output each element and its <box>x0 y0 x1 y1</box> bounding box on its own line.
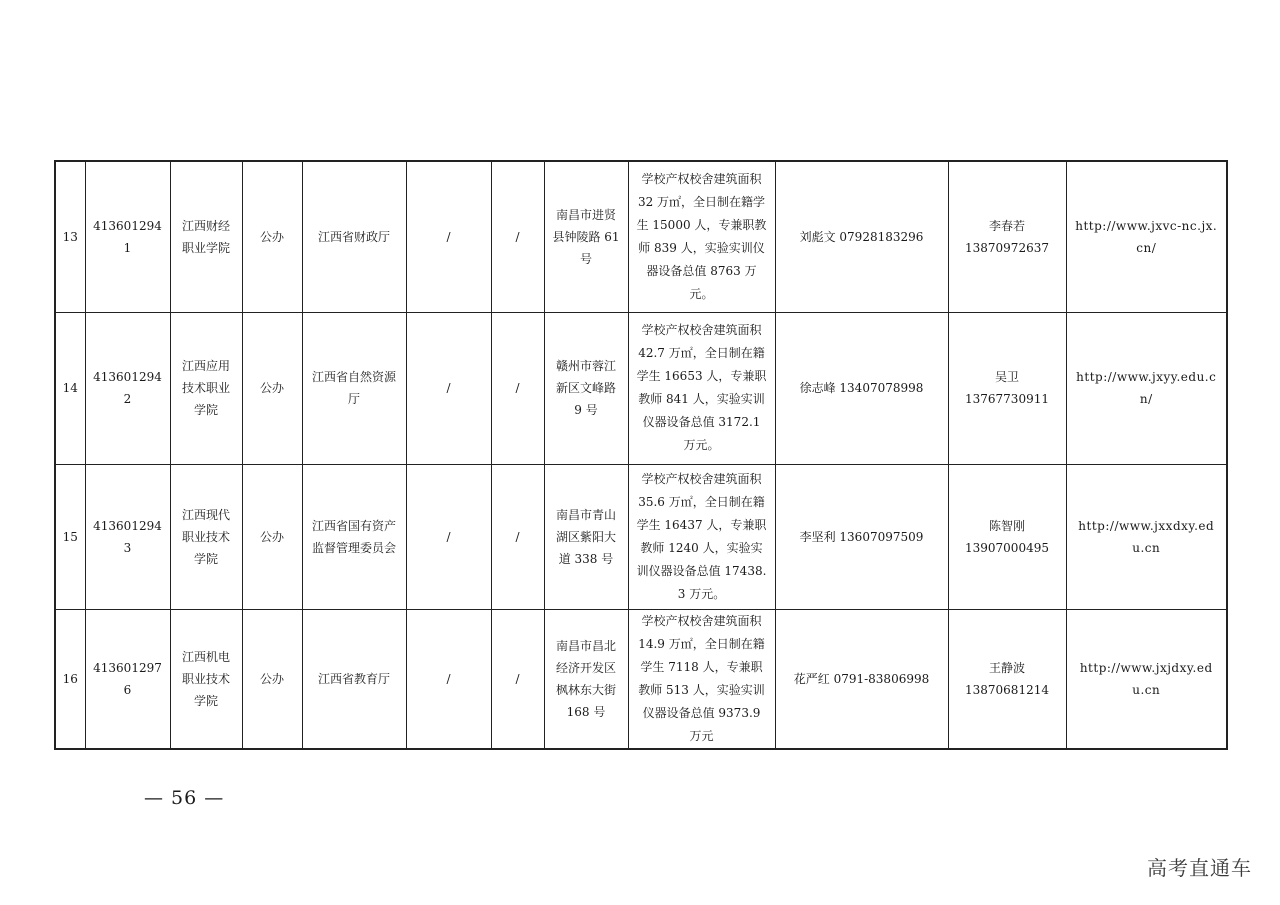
empty-cell: / <box>491 464 544 609</box>
empty-cell: / <box>406 312 491 464</box>
row-number: 13 <box>55 161 85 312</box>
empty-cell: / <box>406 464 491 609</box>
competent-authority: 江西省自然资源厅 <box>302 312 406 464</box>
contact-person: 李坚利 13607097509 <box>775 464 948 609</box>
school-code: 4136012943 <box>85 464 170 609</box>
page-number: — 56 — <box>144 787 225 809</box>
contact-phone: 13870972637 <box>965 240 1049 255</box>
row-number: 16 <box>55 609 85 749</box>
school-website: http://www.jxvc-nc.jx.cn/ <box>1066 161 1227 312</box>
school-table-container <box>54 160 1228 750</box>
school-table <box>54 160 1228 750</box>
contact-name: 吴卫 <box>994 370 1019 384</box>
school-code: 4136012941 <box>85 161 170 312</box>
empty-cell: / <box>491 161 544 312</box>
table-row <box>55 609 1227 749</box>
school-conditions: 学校产权校舍建筑面积 14.9 万㎡，全日制在籍学生 7118 人，专兼职教师 513 人，实验实训仪器设备总值 9373.9 万元 <box>628 609 775 749</box>
school-code: 4136012942 <box>85 312 170 464</box>
table-row <box>55 161 1227 312</box>
empty-cell: / <box>491 609 544 749</box>
contact-phone: 13870681214 <box>965 682 1049 697</box>
empty-cell: / <box>406 609 491 749</box>
school-address: 南昌市昌北经济开发区枫林东大街 168 号 <box>544 609 628 749</box>
school-conditions: 学校产权校舍建筑面积 35.6 万㎡，全日制在籍学生 16437 人，专兼职教师 1240 人，实验实训仪器设备总值 17438.3 万元。 <box>628 464 775 609</box>
contact-name: 王静波 <box>988 660 1025 675</box>
school-name: 江西应用技术职业学院 <box>170 312 242 464</box>
contact-person: 刘彪文 07928183296 <box>775 161 948 312</box>
competent-authority: 江西省国有资产监督管理委员会 <box>302 464 406 609</box>
school-website: http://www.jxyy.edu.cn/ <box>1066 312 1227 464</box>
contact-name: 陈智刚 <box>988 518 1025 533</box>
school-conditions: 学校产权校舍建筑面积 32 万㎡，全日制在籍学生 15000 人，专兼职教师 839 人，实验实训仪器设备总值 8763 万元。 <box>628 161 775 312</box>
row-number: 14 <box>55 312 85 464</box>
school-nature: 公办 <box>242 609 302 749</box>
table-row <box>55 312 1227 464</box>
school-nature: 公办 <box>242 312 302 464</box>
contact-person: 花严红 0791-83806998 <box>775 609 948 749</box>
competent-authority: 江西省财政厅 <box>302 161 406 312</box>
empty-cell: / <box>406 161 491 312</box>
school-code: 4136012976 <box>85 609 170 749</box>
row-number: 15 <box>55 464 85 609</box>
school-nature: 公办 <box>242 464 302 609</box>
school-website: http://www.jxjdxy.edu.cn <box>1066 609 1227 749</box>
competent-authority: 江西省教育厅 <box>302 609 406 749</box>
contact-phone: 13907000495 <box>965 540 1049 555</box>
school-website: http://www.jxxdxy.edu.cn <box>1066 464 1227 609</box>
contact-phone: 13767730911 <box>965 392 1049 406</box>
school-name: 江西现代职业技术学院 <box>170 464 242 609</box>
school-name: 江西机电职业技术学院 <box>170 609 242 749</box>
school-conditions: 学校产权校舍建筑面积 42.7 万㎡，全日制在籍学生 16653 人，专兼职教师 841 人，实验实训仪器设备总值 3172.1 万元。 <box>628 312 775 464</box>
contact-person-2 <box>948 161 1066 312</box>
school-address: 赣州市蓉江新区文峰路 9 号 <box>544 312 628 464</box>
contact-person-2 <box>948 312 1066 464</box>
school-address: 南昌市进贤县钟陵路 61 号 <box>544 161 628 312</box>
contact-name: 李春若 <box>988 218 1025 233</box>
empty-cell: / <box>491 312 544 464</box>
school-name: 江西财经职业学院 <box>170 161 242 312</box>
table-row <box>55 464 1227 609</box>
school-address: 南昌市青山湖区紫阳大道 338 号 <box>544 464 628 609</box>
contact-person-2 <box>948 609 1066 749</box>
table-body <box>55 161 1227 749</box>
contact-person: 徐志峰 13407078998 <box>775 312 948 464</box>
school-nature: 公办 <box>242 161 302 312</box>
contact-person-2 <box>948 464 1066 609</box>
watermark-logo: 高考直通车 <box>1147 856 1252 880</box>
